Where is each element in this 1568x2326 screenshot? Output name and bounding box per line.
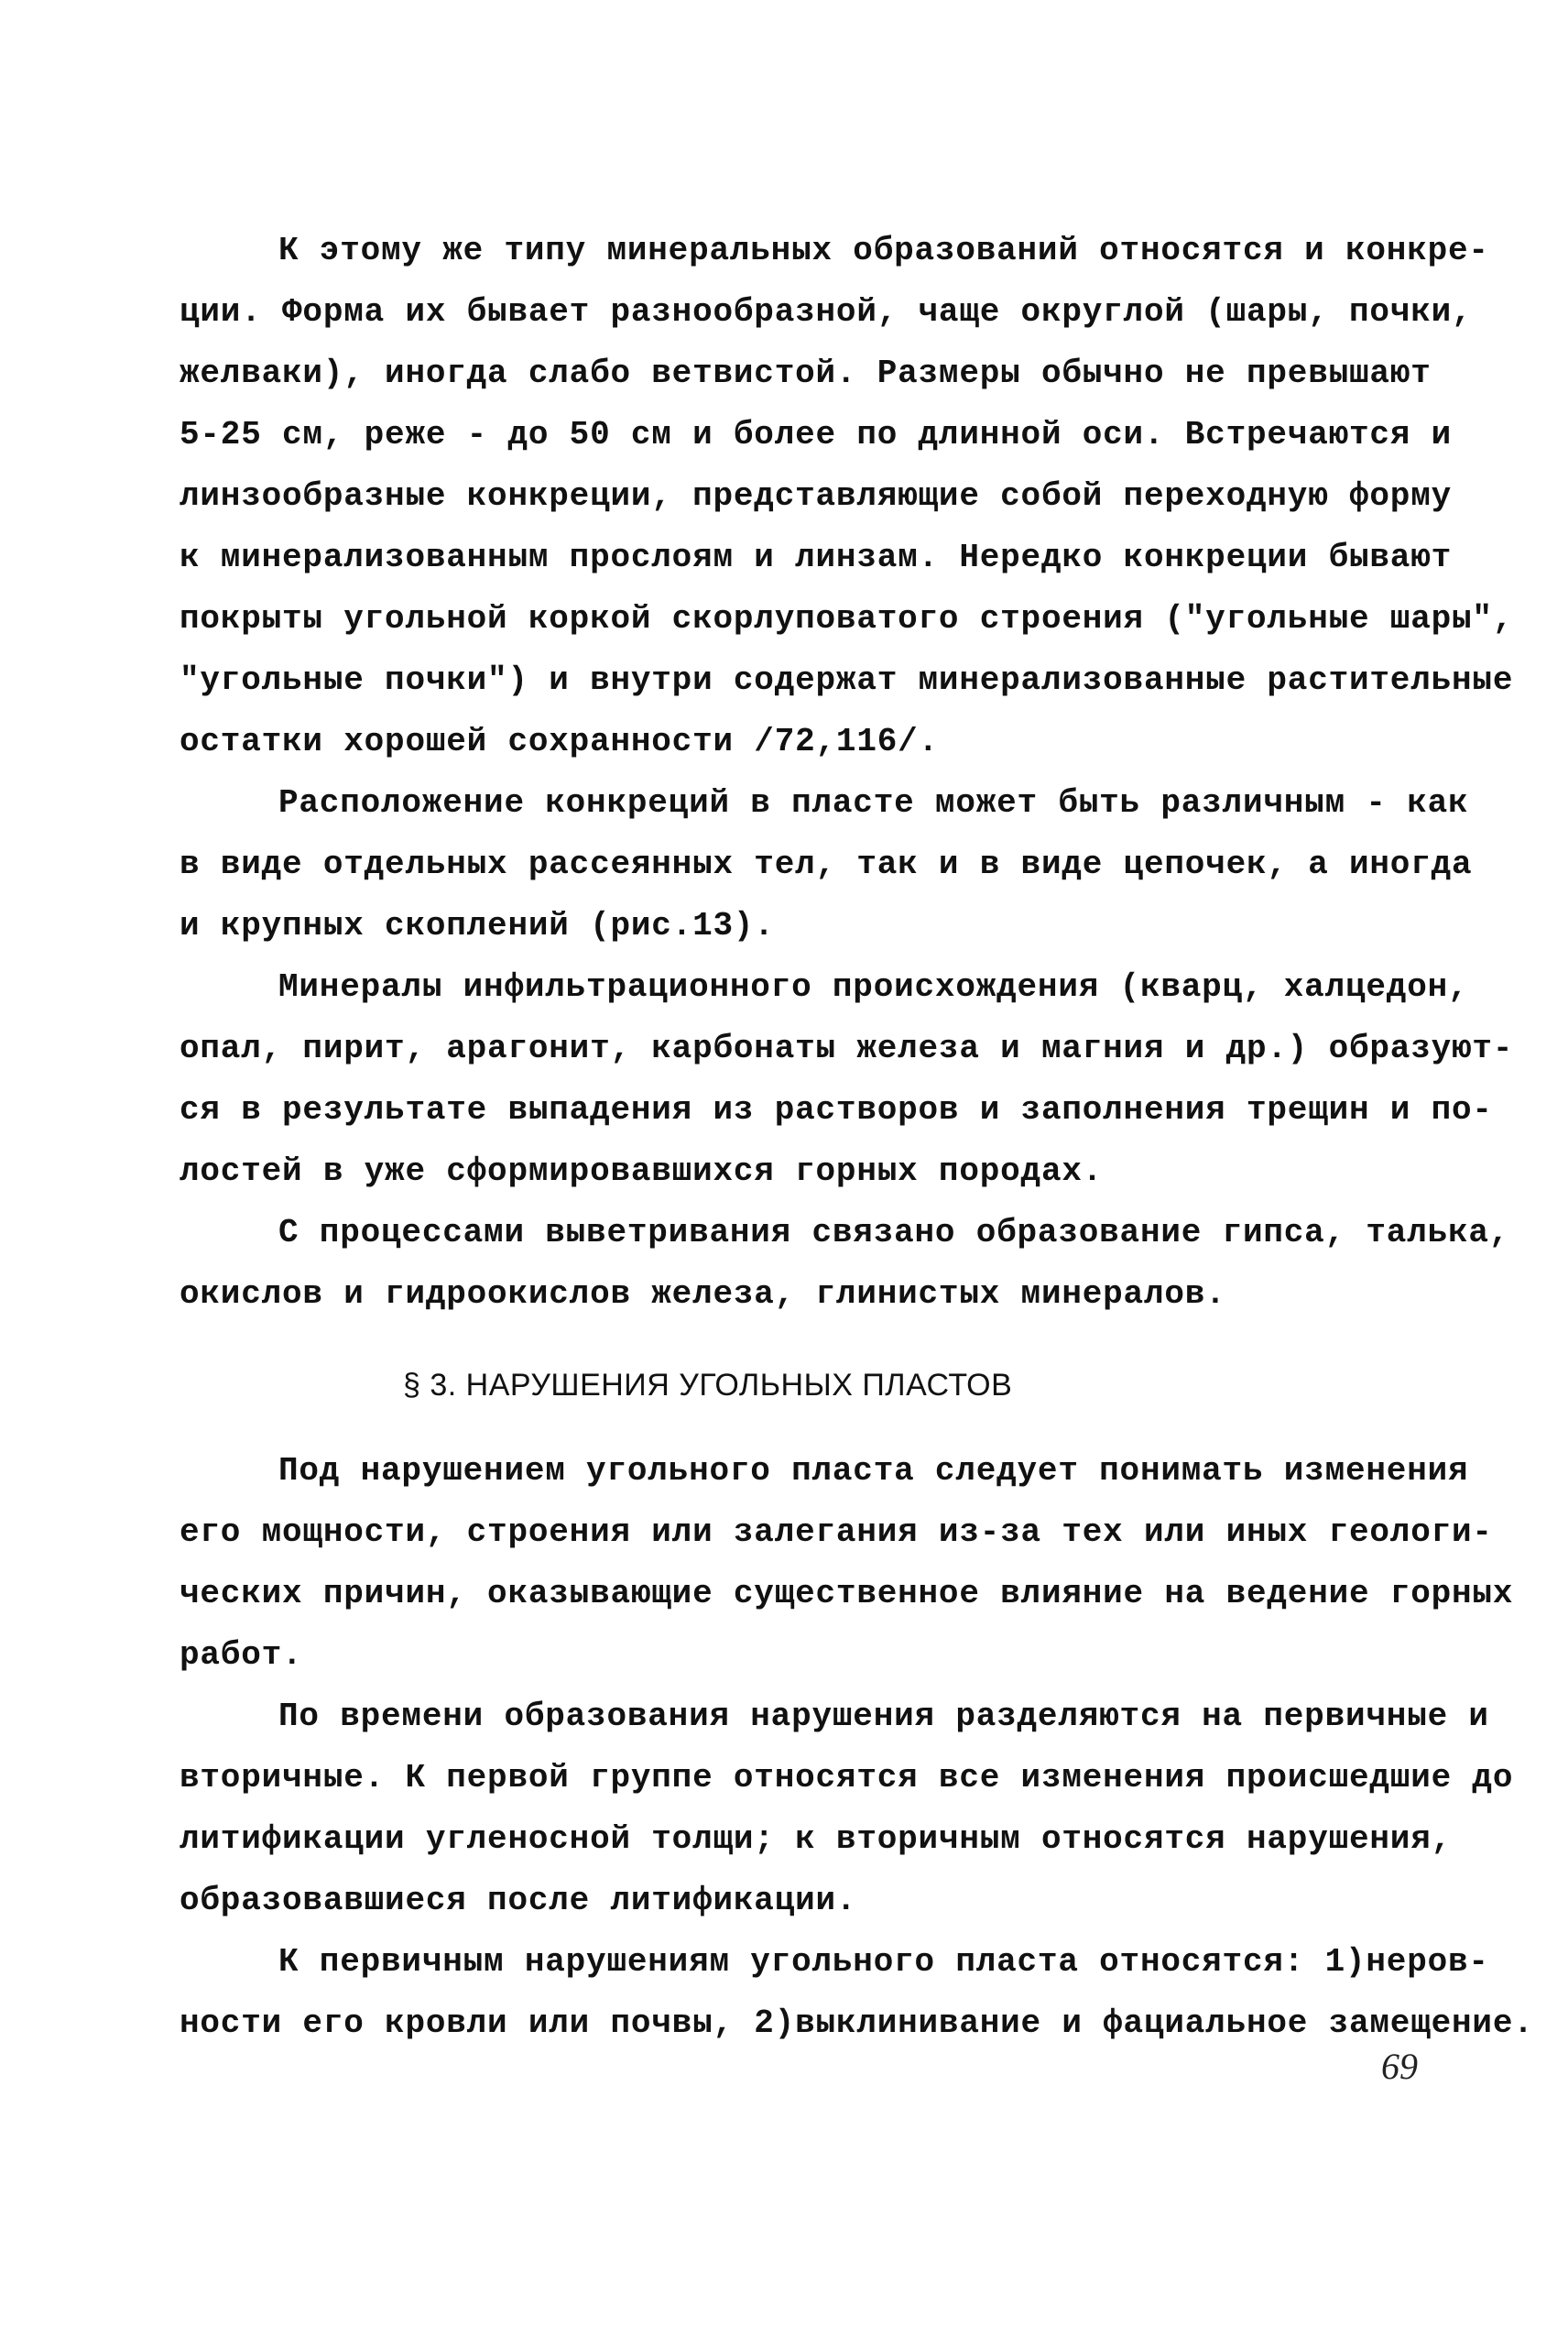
text-line: ческих причин, оказывающие существенное влияние на ведение горных xyxy=(180,1575,1514,1612)
text-line: лостей в уже сформировавшихся горных породах. xyxy=(180,1152,1104,1190)
text-line: образовавшиеся после литификации. xyxy=(180,1882,857,1919)
text-line: С процессами выветривания связано образование гипса, талька, xyxy=(278,1214,1510,1251)
text-line: Минералы инфильтрационного происхождения (кварц, халцедон, xyxy=(278,968,1469,1006)
page-number: 69 xyxy=(1381,2046,1418,2087)
text-line: работ. xyxy=(180,1636,303,1674)
text-line: окислов и гидроокислов железа, глинистых минералов. xyxy=(180,1275,1226,1313)
text-line: К первичным нарушениям угольного пласта относятся: 1)неров- xyxy=(278,1943,1489,1981)
text-line: остатки хорошей сохранности /72,116/. xyxy=(180,723,939,760)
text-line: в виде отдельных рассеянных тел, так и в виде цепочек, а иногда xyxy=(180,846,1473,883)
text-line: вторичные. К первой группе относятся все изменения происшедшие до xyxy=(180,1759,1514,1796)
section-heading: § 3. НАРУШЕНИЯ УГОЛЬНЫХ ПЛАСТОВ xyxy=(403,1368,1013,1403)
text-line: К этому же типу минеральных образований относятся и конкре- xyxy=(278,232,1489,269)
text-line: его мощности, строения или залегания из-за тех или иных геологи- xyxy=(180,1513,1493,1551)
text-line: желваки), иногда слабо ветвистой. Размеры обычно не превышают xyxy=(180,355,1432,392)
text-line: линзообразные конкреции, представляющие собой переходную форму xyxy=(180,477,1453,515)
text-line: ции. Форма их бывает разнообразной, чаще округлой (шары, почки, xyxy=(180,293,1473,331)
text-line: ности его кровли или почвы, 2)выклинивание и фациальное замещение. xyxy=(180,2004,1534,2042)
text-line: покрыты угольной коркой скорлуповатого строения ("угольные шары", xyxy=(180,600,1514,638)
text-line: 5-25 см, реже - до 50 см и более по длинной оси. Встречаются и xyxy=(180,416,1453,453)
text-line: По времени образования нарушения разделяются на первичные и xyxy=(278,1698,1489,1735)
text-line: Расположение конкреций в пласте может быть различным - как xyxy=(278,784,1469,822)
text-line: и крупных скоплений (рис.13). xyxy=(180,907,775,945)
text-line: "угольные почки") и внутри содержат минерализованные растительные xyxy=(180,661,1514,699)
text-line: Под нарушением угольного пласта следует понимать изменения xyxy=(278,1452,1469,1490)
text-line: ся в результате выпадения из растворов и заполнения трещин и по- xyxy=(180,1091,1493,1129)
text-line: литификации угленосной толщи; к вторичным относятся нарушения, xyxy=(180,1820,1453,1858)
text-line: опал, пирит, арагонит, карбонаты железа и магния и др.) образуют- xyxy=(180,1030,1514,1067)
text-line: к минерализованным прослоям и линзам. Нередко конкреции бывают xyxy=(180,539,1453,576)
